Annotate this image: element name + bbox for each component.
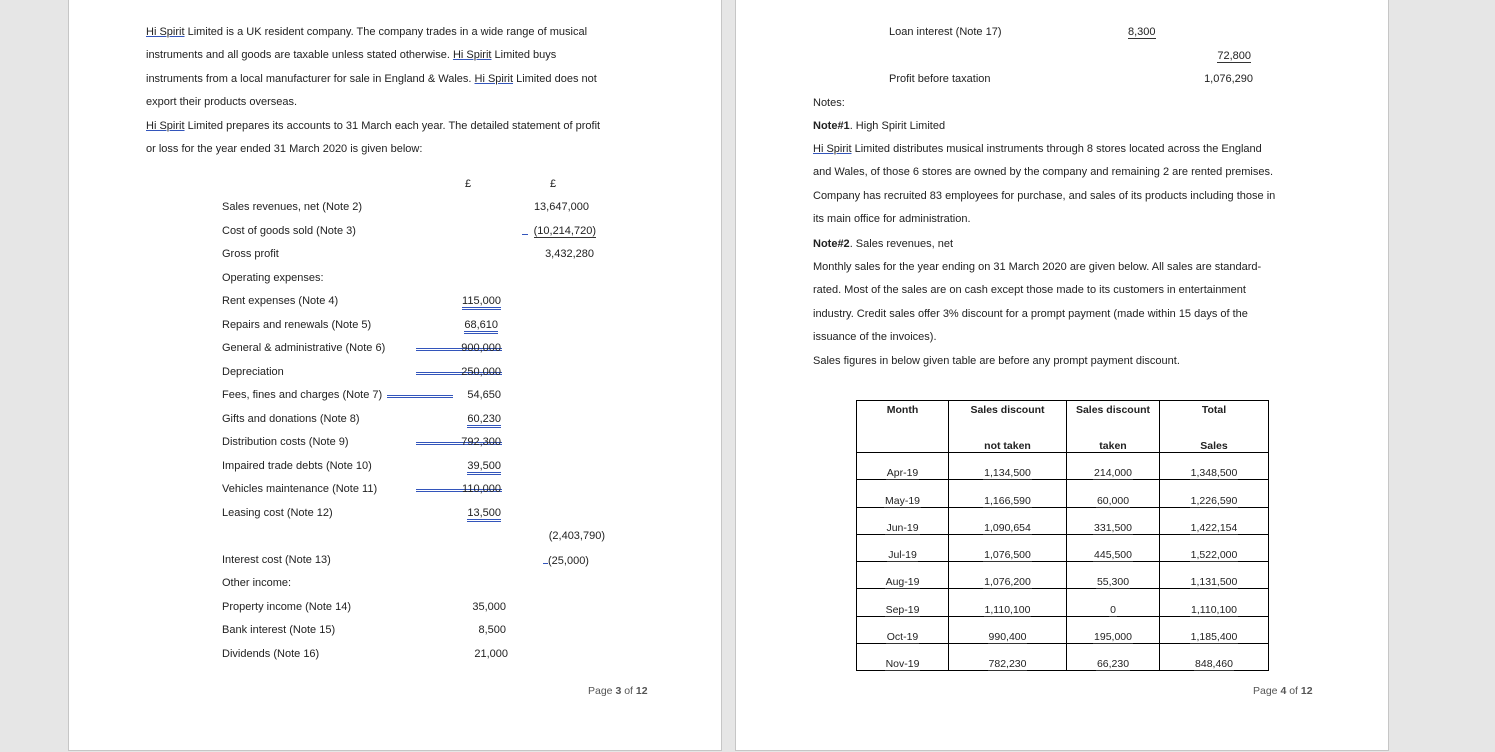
header-month: Month [857, 401, 949, 433]
row-label-impaired-debts: Impaired trade debts (Note 10) [222, 460, 372, 472]
note1-line: its main office for administration. [813, 213, 971, 226]
table-row [857, 507, 1269, 534]
header-sales: Sales [1160, 433, 1269, 453]
row-label-fees: Fees, fines and charges (Note 7) [222, 389, 383, 401]
intro-line: Hi Spirit Limited prepares its accounts to 31 March each year. The detailed statement of profit [146, 119, 601, 132]
loan-interest-value: 8,300 [1128, 26, 1156, 38]
row-value-rent: 115,000 [439, 294, 501, 308]
cell-not-taken [949, 534, 1067, 561]
cell-total [1160, 453, 1269, 480]
table-row [857, 480, 1269, 507]
row-label-bank-interest: Bank interest (Note 15) [222, 624, 336, 636]
table-row [857, 644, 1269, 671]
cell-not-taken [949, 480, 1067, 507]
note1-line: and Wales, of those 6 stores are owned by the company and remaining 2 are rented premises. [813, 166, 1274, 179]
cell-taken-value: 445,500 [1094, 549, 1132, 562]
row-label-repairs: Repairs and renewals (Note 5) [222, 319, 372, 331]
cell-taken-value: 214,000 [1094, 467, 1132, 480]
row-value-distribution: 792,300 [461, 436, 501, 448]
cell-taken [1067, 616, 1160, 643]
notes-heading: Notes: [813, 97, 845, 109]
cell-not-taken [949, 453, 1067, 480]
cell-taken [1067, 562, 1160, 589]
cell-total-value: 1,522,000 [1190, 549, 1238, 562]
row-value-gifts: 60,230 [439, 412, 501, 426]
row-value-dividends: 21,000 [474, 648, 508, 660]
row-value-interest-cost: (25,000) [543, 553, 589, 568]
currency-header-col1: £ [465, 178, 472, 190]
cell-not-taken-value: 782,230 [988, 658, 1027, 671]
cell-not-taken [949, 644, 1067, 671]
cell-total-value: 1,348,500 [1190, 467, 1238, 480]
row-label-gifts: Gifts and donations (Note 8) [222, 413, 360, 425]
cell-month-value: Sep-19 [885, 603, 920, 616]
cell-month-value: Oct-19 [886, 631, 919, 644]
cell-taken-value: 0 [1110, 603, 1116, 616]
intro-line: or loss for the year ended 31 March 2020 is given below: [146, 142, 423, 155]
intro-line: export their products overseas. [146, 96, 298, 109]
cell-not-taken [949, 616, 1067, 643]
cell-not-taken-value: 1,090,654 [984, 521, 1031, 534]
cell-not-taken-value: 990,400 [988, 631, 1027, 644]
row-label-dividends: Dividends (Note 16) [222, 648, 320, 660]
row-value-cogs: (10,214,720) [533, 225, 596, 237]
row-value-repairs: 68,610 [439, 318, 498, 332]
cell-month [857, 644, 949, 671]
cell-taken [1067, 644, 1160, 671]
cell-month-value: May-19 [884, 494, 920, 507]
row-value-leasing: 13,500 [439, 506, 501, 520]
cell-month [857, 453, 949, 480]
cell-month-value: Jun-19 [886, 521, 919, 534]
row-value-gross-profit: 3,432,280 [545, 248, 594, 260]
intro-line: Hi Spirit Limited is a UK resident company. The company trades in a wide range of musical [146, 26, 588, 38]
profit-before-tax-value: 1,076,290 [1204, 73, 1253, 85]
note1-line: Hi Spirit Limited distributes musical instruments through 8 stores located across the England [813, 143, 1262, 155]
cell-taken [1067, 589, 1160, 616]
cell-taken [1067, 453, 1160, 480]
cell-not-taken-value: 1,110,100 [984, 603, 1031, 616]
cell-not-taken-value: 1,076,500 [984, 549, 1031, 562]
row-value-depreciation: 250,000 [461, 366, 501, 378]
cell-total-value: 1,185,400 [1190, 631, 1238, 644]
note2-line: rated. Most of the sales are on cash except those made to its customers in entertainment [813, 284, 1246, 297]
note2-line: industry. Credit sales offer 3% discount for a prompt payment (made within 15 days of the [813, 307, 1248, 320]
note1-line: Company has recruited 83 employees for purchase, and sales of its products including those in [813, 189, 1276, 202]
row-value-bank-interest: 8,500 [478, 624, 506, 636]
row-label-distribution: Distribution costs (Note 9) [222, 436, 349, 448]
table-header-row [857, 401, 1269, 433]
row-label-depreciation: Depreciation [222, 366, 284, 378]
note2-line: issuance of the invoices). [813, 331, 937, 344]
cell-taken [1067, 534, 1160, 561]
cell-taken-value: 195,000 [1094, 631, 1132, 644]
table-row [857, 534, 1269, 561]
table-row [857, 589, 1269, 616]
note1-paragraph [813, 142, 1275, 236]
cell-not-taken [949, 589, 1067, 616]
table-header-row-2 [857, 433, 1269, 453]
cell-month [857, 534, 949, 561]
cell-taken-value: 66,230 [1096, 658, 1130, 671]
row-value-impaired-debts: 39,500 [439, 459, 501, 473]
table-row [857, 562, 1269, 589]
intro-line: instruments from a local manufacturer for sale in England & Wales. Hi Spirit Limited does not [146, 72, 597, 85]
row-value-sales: 13,647,000 [533, 201, 589, 213]
cell-total [1160, 507, 1269, 534]
note2-paragraph [813, 260, 1261, 368]
header-discount-not-taken: Sales discount [949, 401, 1067, 433]
cell-taken [1067, 480, 1160, 507]
cell-not-taken-value: 1,134,500 [984, 467, 1031, 480]
cell-total [1160, 480, 1269, 507]
cogs-underline-mark [522, 234, 528, 235]
header-discount-taken: Sales discount [1067, 401, 1160, 433]
row-value-fees: 54,650 [467, 389, 501, 401]
row-label-cogs: Cost of goods sold (Note 3) [222, 225, 356, 237]
document-page-4 [735, 0, 1389, 751]
cell-month-value: Jul-19 [888, 549, 917, 562]
cell-month [857, 507, 949, 534]
loan-interest-label: Loan interest (Note 17) [889, 26, 1002, 38]
cell-total [1160, 644, 1269, 671]
table-row [857, 453, 1269, 480]
cell-not-taken-value: 1,076,200 [984, 576, 1031, 589]
row-label-rent: Rent expenses (Note 4) [222, 295, 339, 307]
row-label-interest-cost: Interest cost (Note 13) [222, 554, 331, 566]
row-value-vehicles: 110,000 [462, 483, 501, 495]
cell-total [1160, 589, 1269, 616]
row-value-property-income: 35,000 [472, 601, 506, 613]
row-label-gross-profit: Gross profit [222, 248, 279, 260]
cell-month [857, 562, 949, 589]
header-total: Total [1160, 401, 1269, 433]
cell-taken [1067, 507, 1160, 534]
cell-total [1160, 562, 1269, 589]
row-label-leasing: Leasing cost (Note 12) [222, 507, 333, 519]
cell-total-value: 1,131,500 [1190, 576, 1238, 589]
profit-before-tax-label: Profit before taxation [889, 73, 991, 85]
cell-month-value: Aug-19 [885, 576, 920, 589]
cell-total-value: 1,422,154 [1190, 521, 1238, 534]
cell-total-value: 1,110,100 [1191, 603, 1237, 616]
cell-taken-value: 331,500 [1094, 521, 1132, 534]
header-not-taken: not taken [949, 433, 1067, 453]
cell-not-taken-value: 1,166,590 [984, 494, 1031, 507]
row-label-sales: Sales revenues, net (Note 2) [222, 201, 363, 213]
other-income-total: 72,800 [1217, 50, 1251, 62]
cell-month [857, 616, 949, 643]
note1-heading: Note#1. High Spirit Limited [813, 120, 946, 132]
cell-month [857, 480, 949, 507]
cell-total-value: 1,226,590 [1190, 494, 1238, 507]
row-value-total-operating-expenses: (2,403,790) [548, 530, 605, 542]
cell-taken-value: 60,000 [1096, 494, 1130, 507]
row-value-general-admin: 900,000 [461, 342, 501, 354]
intro-line: instruments and all goods are taxable unless stated otherwise. Hi Spirit Limited buys [146, 49, 557, 62]
cell-month-value: Nov-19 [885, 658, 920, 671]
cell-not-taken [949, 507, 1067, 534]
row-label-property-income: Property income (Note 14) [222, 601, 351, 613]
intro-paragraph [146, 25, 600, 165]
row-label-operating-expenses: Operating expenses: [222, 272, 324, 284]
row-label-other-income: Other income: [222, 577, 292, 589]
cell-total-value: 848,460 [1195, 658, 1233, 671]
note2-heading: Note#2. Sales revenues, net [813, 238, 954, 250]
header-taken: taken [1067, 433, 1160, 453]
cell-taken-value: 55,300 [1096, 576, 1130, 589]
page-number-4: Page 4 of 12 [1253, 685, 1313, 697]
cell-total [1160, 534, 1269, 561]
row-label-general-admin: General & administrative (Note 6) [222, 342, 386, 354]
table-row [857, 616, 1269, 643]
currency-header-col2: £ [550, 178, 557, 190]
page-number-3: Page 3 of 12 [588, 685, 648, 697]
note2-line: Sales figures in below given table are before any prompt payment discount. [813, 354, 1180, 367]
row-label-vehicles: Vehicles maintenance (Note 11) [222, 483, 378, 495]
note2-line: Monthly sales for the year ending on 31 March 2020 are given below. All sales are standard- [813, 261, 1262, 273]
cell-total [1160, 616, 1269, 643]
header-month-2 [857, 433, 949, 453]
cell-not-taken [949, 562, 1067, 589]
cell-month-value: Apr-19 [886, 467, 919, 480]
cell-month [857, 589, 949, 616]
document-page-3 [68, 0, 722, 751]
monthly-sales-table [856, 400, 1269, 671]
